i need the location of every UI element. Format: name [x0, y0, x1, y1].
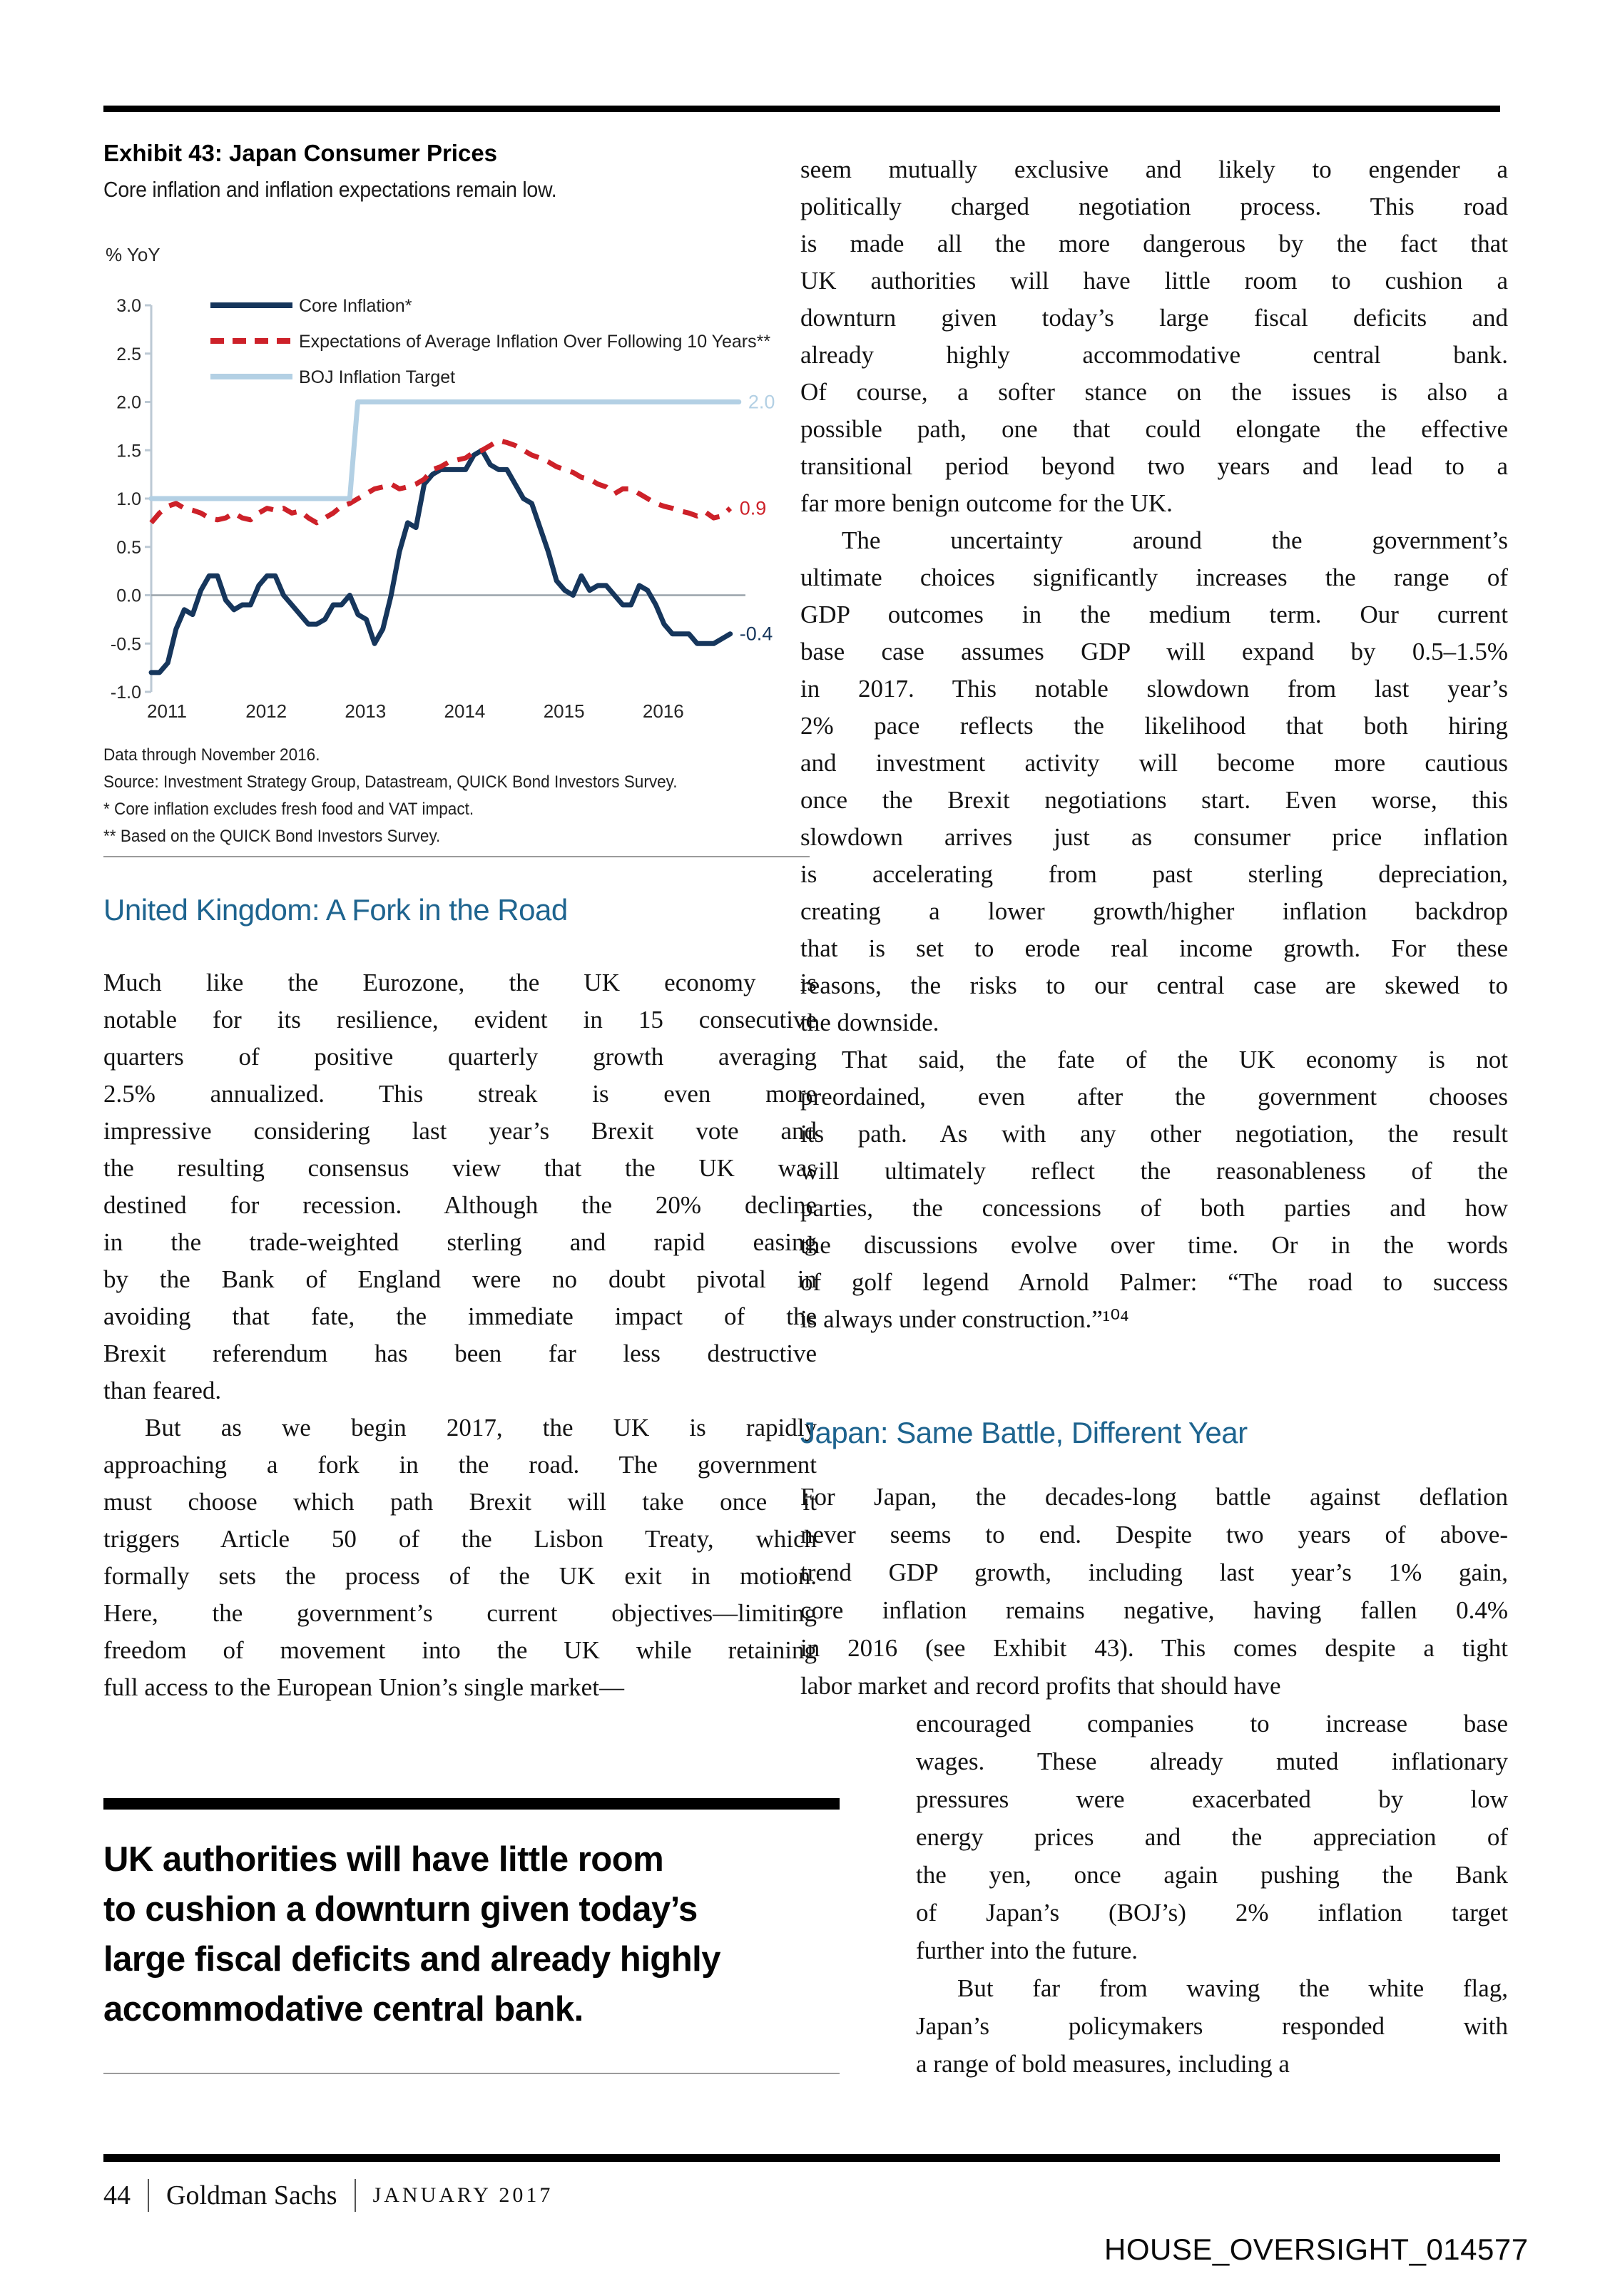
chart-footnotes: [103, 742, 678, 850]
japan-section-body: [800, 1478, 1508, 2083]
text-line: notable for its resilience, evident in 15 consecutive: [103, 1006, 817, 1034]
text-line: of golf legend Arnold Palmer: “The road to success: [800, 1268, 1508, 1296]
pull-quote: [103, 1835, 867, 2034]
x-tick-label: 2014: [444, 700, 486, 722]
text-line: further into the future.: [916, 1937, 1138, 1964]
text-line: downturn given today’s large fiscal deficits and: [800, 304, 1508, 332]
text-line: freedom of movement into the UK while retaining: [103, 1636, 817, 1664]
text-line: in the trade-weighted sterling and rapid easing: [103, 1228, 817, 1256]
series-end-label: 2.0: [748, 391, 775, 413]
text-line: approaching a fork in the road. The government: [103, 1451, 817, 1479]
text-line: core inflation remains negative, having fallen 0.4%: [800, 1596, 1508, 1624]
text-line: must choose which path Brexit will take once it: [103, 1488, 817, 1516]
y-tick-label: 2.5: [116, 344, 141, 364]
text-line: UK authorities will have little room: [103, 1840, 664, 1879]
text-line: that is set to erode real income growth. For these: [800, 934, 1508, 962]
text-line: 2% pace reflects the likelihood that both hiring: [800, 712, 1508, 740]
y-tick-label: 0.5: [116, 537, 141, 558]
text-line: Japan’s policymakers responded with: [916, 2012, 1508, 2040]
paragraph: [916, 1705, 1508, 1969]
paragraph: [800, 151, 1508, 522]
text-line: But far from waving the white flag,: [957, 1974, 1508, 2002]
text-line: once the Brexit negotiations start. Even worse, this: [800, 786, 1508, 814]
text-line: pressures were exacerbated by low: [916, 1785, 1508, 1813]
text-line: full access to the European Union’s single market—: [103, 1673, 624, 1701]
text-line: seem mutually exclusive and likely to engender a: [800, 155, 1508, 183]
text-line: its path. As with any other negotiation, the result: [800, 1120, 1508, 1148]
x-tick-label: 2012: [245, 700, 287, 722]
text-line: far more benign outcome for the UK.: [800, 489, 1173, 517]
text-line: * Core inflation excludes fresh food and VAT impact.: [103, 800, 474, 819]
legend-label: BOJ Inflation Target: [299, 367, 456, 387]
text-line: For Japan, the decades-long battle against deflation: [800, 1483, 1508, 1511]
text-line: wages. These already muted inflationary: [916, 1747, 1508, 1775]
text-line: creating a lower growth/higher inflation backdrop: [800, 897, 1508, 925]
right-column-body: [800, 151, 1508, 1338]
text-line: accommodative central bank.: [103, 1990, 584, 2029]
text-line: the downside.: [800, 1009, 939, 1036]
footer-separator: [355, 2179, 356, 2212]
text-line: GDP outcomes in the medium term. Our current: [800, 601, 1508, 628]
footer-rule: [103, 2154, 1500, 2162]
text-line: quarters of positive quarterly growth averaging: [103, 1043, 817, 1071]
text-line: But as we begin 2017, the UK is rapidly: [145, 1414, 817, 1442]
paragraph: [103, 964, 817, 1409]
x-tick-label: 2015: [543, 700, 585, 722]
paragraph: [103, 1409, 817, 1706]
paragraph: [800, 522, 1508, 1041]
text-line: politically charged negotiation process. This road: [800, 193, 1508, 220]
text-line: and investment activity will become more cautious: [800, 749, 1508, 777]
text-line: UK authorities will have little room to cushion a: [800, 267, 1508, 295]
text-line: large fiscal deficits and already highly: [103, 1940, 721, 1979]
watermark-label: HOUSE_OVERSIGHT_014577: [1104, 2233, 1529, 2266]
text-line: encouraged companies to increase base: [916, 1710, 1508, 1738]
text-line: Much like the Eurozone, the UK economy is: [103, 969, 817, 996]
divider-hairline: [103, 856, 810, 857]
legend-label: Expectations of Average Inflation Over Following 10 Years**: [299, 332, 771, 352]
text-line: Source: Investment Strategy Group, Datastream, QUICK Bond Investors Survey.: [103, 772, 678, 792]
text-line: the resulting consensus view that the UK was: [103, 1154, 817, 1182]
series-end-label: -0.4: [739, 623, 773, 645]
text-line: base case assumes GDP will expand by 0.5–1.5%: [800, 638, 1508, 665]
text-line: parties, the concessions of both parties and how: [800, 1194, 1508, 1222]
text-line: is accelerating from past sterling depreciation,: [800, 860, 1508, 888]
text-line: Brexit referendum has been far less destructive: [103, 1340, 817, 1367]
text-line: possible path, one that could elongate the effective: [800, 415, 1508, 443]
inflation-chart-svg: [103, 235, 817, 728]
paragraph: [800, 1041, 1508, 1338]
text-line: impressive considering last year’s Brexit vote and: [103, 1117, 817, 1145]
legend-label: Core Inflation*: [299, 296, 412, 316]
exhibit-subtitle: Core inflation and inflation expectations remain low.: [103, 177, 557, 202]
text-line: energy prices and the appreciation of: [916, 1823, 1508, 1851]
text-line: trend GDP growth, including last year’s 1% gain,: [800, 1558, 1508, 1586]
text-line: avoiding that fate, the immediate impact of the: [103, 1302, 817, 1330]
y-tick-label: 1.0: [116, 489, 141, 509]
text-line: That said, the fate of the UK economy is not: [842, 1046, 1508, 1073]
text-line: than feared.: [103, 1377, 222, 1404]
text-line: reasons, the risks to our central case are skewed to: [800, 971, 1508, 999]
text-line: ultimate choices significantly increases the range of: [800, 563, 1508, 591]
top-rule: [103, 106, 1500, 112]
text-line: by the Bank of England were no doubt pivotal in: [103, 1265, 817, 1293]
text-line: is always under construction.”¹⁰⁴: [800, 1305, 1129, 1333]
text-line: destined for recession. Although the 20% decline: [103, 1191, 817, 1219]
text-line: labor market and record profits that should have: [800, 1672, 1281, 1700]
x-tick-label: 2011: [147, 700, 187, 722]
text-line: a range of bold measures, including a: [916, 2050, 1290, 2078]
text-line: the yen, once again pushing the Bank: [916, 1861, 1508, 1889]
paragraph: [916, 1969, 1508, 2083]
series-end-label: 0.9: [739, 497, 767, 519]
text-line: to cushion a downturn given today’s: [103, 1890, 698, 1929]
text-line: Of course, a softer stance on the issues is also a: [800, 378, 1508, 406]
japan-section-heading: Japan: Same Battle, Different Year: [800, 1416, 1248, 1449]
text-line: the discussions evolve over time. Or in the words: [800, 1231, 1508, 1259]
text-line: ** Based on the QUICK Bond Investors Survey.: [103, 827, 441, 846]
text-line: is made all the more dangerous by the fact that: [800, 230, 1508, 257]
text-line: preordained, even after the government chooses: [800, 1083, 1508, 1111]
text-line: Here, the government’s current objectives—limiting: [103, 1599, 817, 1627]
y-tick-label: 3.0: [116, 296, 141, 316]
y-tick-label: -0.5: [110, 634, 141, 655]
x-tick-label: 2013: [345, 700, 387, 722]
text-line: will ultimately reflect the reasonableness of the: [800, 1157, 1508, 1185]
text-line: already highly accommodative central bank.: [800, 341, 1508, 369]
text-line: triggers Article 50 of the Lisbon Treaty, which: [103, 1525, 817, 1553]
y-tick-label: 2.0: [116, 392, 141, 413]
x-tick-label: 2016: [642, 700, 684, 722]
pull-quote-top-bar: [103, 1798, 840, 1810]
uk-section-heading: United Kingdom: A Fork in the Road: [103, 893, 568, 927]
inflation-chart: [103, 235, 817, 728]
text-line: never seems to end. Despite two years of above-: [800, 1521, 1508, 1548]
series-line-expectations-of-average-inflation-over-following-10-years: [151, 441, 730, 523]
left-column-body: [103, 964, 817, 1706]
page-number: 44: [103, 2180, 131, 2210]
text-line: of Japan’s (BOJ’s) 2% inflation target: [916, 1899, 1508, 1927]
series-line-core-inflation: [151, 450, 730, 673]
text-line: in 2016 (see Exhibit 43). This comes despite a tight: [800, 1634, 1508, 1662]
y-tick-label: 1.5: [116, 441, 141, 461]
footer-issue-date: JANUARY 2017: [372, 2183, 554, 2207]
page-footer: [103, 2179, 553, 2212]
text-line: The uncertainty around the government’s: [842, 526, 1508, 554]
y-tick-label: -1.0: [110, 683, 141, 703]
y-tick-label: 0.0: [116, 586, 141, 606]
y-axis-unit-label: % YoY: [106, 244, 160, 265]
footer-separator: [148, 2179, 149, 2212]
text-line: transitional period beyond two years and lead to a: [800, 452, 1508, 480]
paragraph: [800, 1478, 1508, 1705]
footer-brand: Goldman Sachs: [166, 2180, 337, 2210]
text-line: formally sets the process of the UK exit in motion.: [103, 1562, 817, 1590]
exhibit-title: Exhibit 43: Japan Consumer Prices: [103, 140, 498, 166]
pull-quote-bottom-hairline: [103, 2073, 840, 2074]
text-line: Data through November 2016.: [103, 745, 320, 765]
text-line: in 2017. This notable slowdown from last year’s: [800, 675, 1508, 703]
series-line-boj-inflation-target: [151, 402, 739, 499]
text-line: slowdown arrives just as consumer price inflation: [800, 823, 1508, 851]
text-line: 2.5% annualized. This streak is even more: [103, 1080, 817, 1108]
